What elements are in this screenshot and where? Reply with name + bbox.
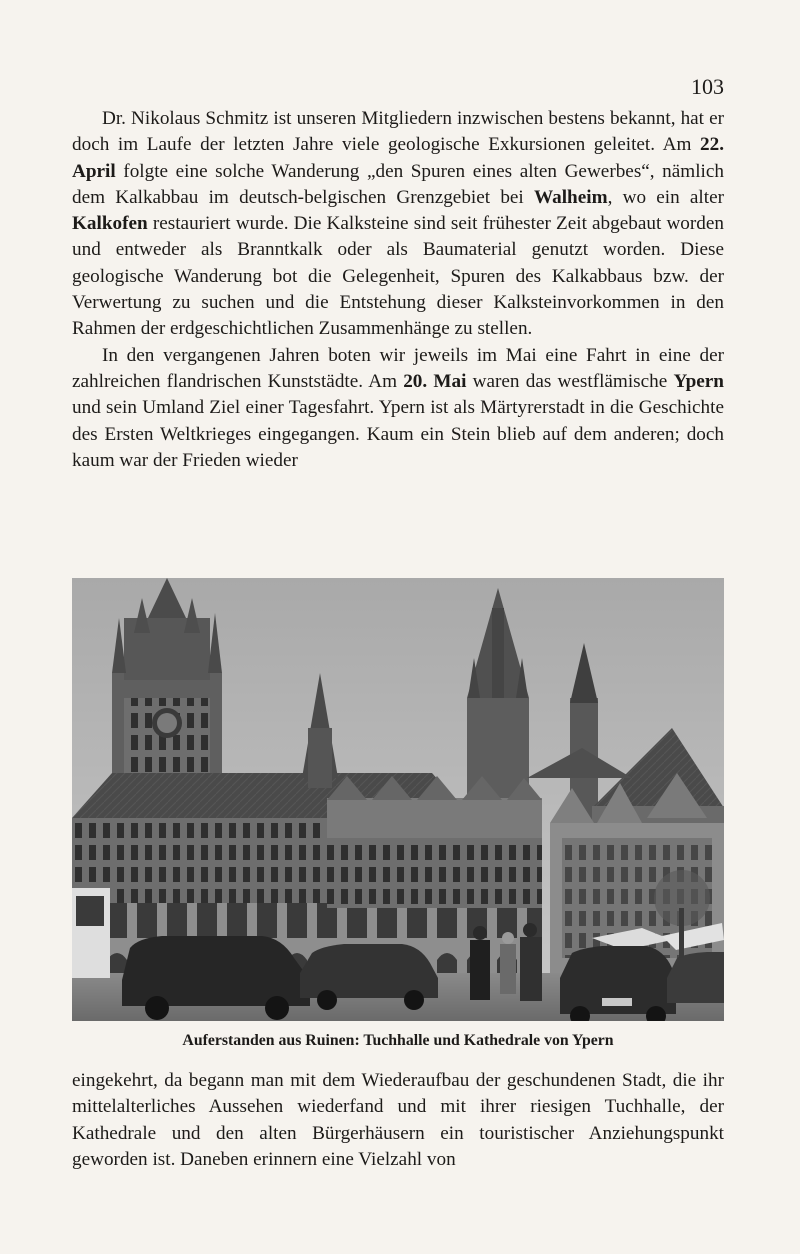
- pedestrians: [470, 923, 542, 1001]
- paragraph-excursion-text-1: Dr. Nikolaus Schmitz ist unseren Mitgliedern inzwischen bestens bekannt, hat er doch im Laufe der letzten Jahre viele geologische Exkursionen geleitet. Am: [72, 108, 724, 156]
- paragraph-ypern-text-1: In den vergangenen Jahren boten wir jeweils im Mai eine Fahrt in eine der zahlreichen flandrischen Kunststädte. Am: [72, 344, 724, 392]
- main-text-bottom: [72, 1068, 724, 1173]
- paragraph-ypern-trip: [72, 343, 724, 474]
- date-22-april: 22. April: [72, 134, 724, 182]
- paragraph-ypern-text-3: und sein Umland Ziel einer Tagesfahrt. Ypern ist als Märtyrerstadt in die Geschichte des Ersten Weltkrieges eingegangen. Kaum ein Stein blieb auf dem anderen; doch kaum war der Frieden wieder: [72, 397, 724, 471]
- paragraph-excursion-text-2: folgte eine solche Wanderung „den Spuren eines alten Gewerbes“, nämlich dem Kalkabbau im deutsch-belgischen Grenzgebiet bei: [72, 160, 724, 208]
- paragraph-excursion: [72, 106, 724, 343]
- paragraph-excursion-text-4: restauriert wurde. Die Kalksteine sind seit frühester Zeit abgebaut worden und entweder als Branntkalk oder als Baumaterial genutzt worden. Diese geologische Wanderung bot die Gelegenheit, Spuren des Kalkabbaus bzw. der Verwertung zu suchen und die Entstehung dieser Kalksteinvorkommen in den Rahmen der erdgeschichtlichen Zusammenhänge zu stellen.: [72, 213, 724, 340]
- page-number: 103: [691, 74, 724, 99]
- paragraph-ypern-text-2: waren das westflämische: [466, 370, 674, 392]
- place-walheim: Walheim: [534, 186, 608, 208]
- main-text-top: [72, 106, 724, 474]
- term-kalkofen: Kalkofen: [72, 213, 148, 235]
- date-20-mai: 20. Mai: [403, 370, 467, 392]
- paragraph-reconstruction: eingekehrt, da begann man mit dem Wiederaufbau der geschundenen Stadt, die ihr mittelalterliches Aussehen wiederfand und mit ihrer riesigen Tuchhalle, der Kathedrale und den alten Bürgerhäusern ein touristischer Anziehungspunkt geworden ist. Daneben erinnern eine Vielzahl von: [72, 1070, 724, 1170]
- photo-tuchhalle-kathedrale: [72, 578, 724, 1021]
- place-ypern: Ypern: [673, 370, 724, 392]
- paragraph-excursion-text-3: , wo ein alter: [607, 186, 725, 208]
- photo-caption: Auferstanden aus Ruinen: Tuchhalle und Kathedrale von Ypern: [182, 1032, 614, 1049]
